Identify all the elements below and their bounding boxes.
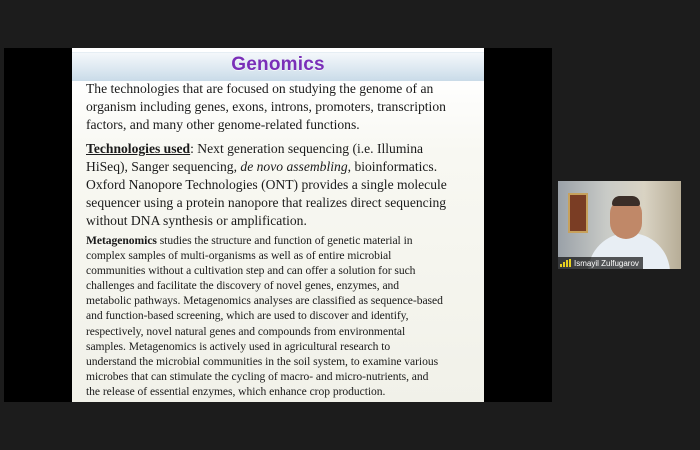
participant-video-tile[interactable] (558, 181, 681, 269)
metagenomics-label: Metagenomics (86, 234, 157, 247)
technologies-text-2: , bioinformatics. Oxford Nanopore Technologies (ONT) provides a single molecule sequencer using a protein nanopore that realizes direct sequencing without DNA synthesis or amplification. (86, 159, 447, 228)
participant-hair (612, 196, 640, 206)
participant-name-bar (558, 257, 643, 269)
technologies-label: Technologies used (86, 141, 191, 156)
presentation-slide (72, 48, 484, 402)
metagenomics-paragraph (86, 233, 480, 399)
intro-paragraph: The technologies that are focused on studying the genome of an organism including genes, exons, introns, promoters, transcription factors, and many other genome-related functions. (86, 81, 446, 132)
technologies-italic-text: de novo assembling (240, 159, 348, 174)
metagenomics-text: studies the structure and function of genetic material in complex samples of multi-organisms as well as of entire microbial communities without a cultivation step and can offer a solution for such challenges and facilitate the discovery of novel genes, enzymes, and metabolic pathways. Metagenomics analyses are classified as sequence-based and function-based screening, which are used to discover and identify, respectively, novel natural genes and compounds from environmental samples. Metagenomics is actively used in agricultural research to understand the microbial communities in the soil system, to examine various microbes that can stimulate the cycling of macro- and micro-nutrients, and the release of essential enzymes, which enhance crop production. (86, 234, 443, 398)
signal-bars-icon (560, 259, 571, 267)
technologies-text-1: : Next generation sequencing (i.e. Illumina HiSeq), Sanger sequencing, (86, 141, 424, 174)
wall-picture (568, 193, 588, 233)
slide-title: Genomics (231, 54, 325, 75)
participant-name: Ismayil Zulfugarov (574, 258, 639, 268)
technologies-paragraph (86, 140, 480, 230)
